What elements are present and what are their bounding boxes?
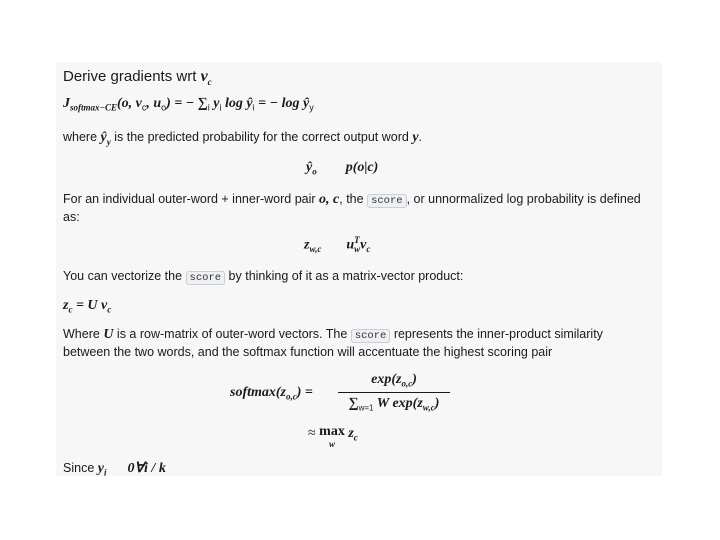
umatrix-part2: is a row-matrix of outer-word vectors. The [116,327,348,341]
approx-max-sub: w [329,439,336,449]
pair-part3: , or unnormalized log probability is defined [406,192,641,206]
loss-fn-sub: softmax−CE [70,102,117,113]
since-var: y [97,461,104,476]
score-code: score [367,194,407,208]
pair-line-cont [63,210,80,224]
loss-args-sub: c [141,102,147,113]
z-rhs-sub: w [354,244,361,254]
z-rhs2: v [360,237,367,253]
approx-var-sub: c [353,432,358,443]
vectorize-part1: You can vectorize the [63,269,183,283]
pair-vars: o, c [319,192,340,207]
zc-equation [63,298,111,315]
score-code: score [186,271,226,285]
loss-eq2-sub: y [309,102,314,113]
heading-var-sub: c [207,77,212,88]
z-lhs: z [304,237,310,253]
softmax-lhs-sub: o,c [286,391,297,402]
umatrix-line-cont [63,345,552,359]
approx-var: z [348,426,354,441]
pair-part1: For an individual outer-word + inner-word pair [63,192,316,206]
loss-fn: J [63,96,70,111]
since-rest: 0∀i / k [127,461,166,476]
loss-term1: y [209,96,220,111]
where-line: where $ŷ_y$ is the predicted probability for the correct output word y. [63,130,423,147]
loss-args2-sub: o [161,102,167,113]
zc-mid-sub: c [107,304,112,315]
where-end: . [418,130,423,144]
loss-close: ) = − ∑ [166,96,208,111]
where-mid: is the predicted probability for the correct output word [114,130,409,144]
loss-term1-log-sub: i [252,102,255,113]
section-heading [63,68,212,87]
vectorize-line [63,269,463,284]
sum-sub: i [207,102,210,113]
zc-lhs: z [63,298,69,313]
pair-part2: , the [339,192,364,206]
heading-var: v [200,68,208,85]
umatrix-line [63,327,603,343]
softmax-lhs-text: softmax(z [230,385,286,400]
softmax-num-sub: o,c [401,378,413,389]
where-prefix: where [63,130,98,144]
softmax-den-close: ) [434,396,440,411]
loss-args2: , u [146,96,162,111]
pair-line [63,192,641,208]
loss-term1-log: log ŷ [221,96,253,111]
heading-text: Derive gradients wrt [63,68,197,85]
since-var-sub: i [103,467,107,478]
loss-equation [63,96,314,113]
softmax-den-sum: ∑ [348,396,359,411]
vectorize-part2: by thinking of it as a matrix-vector product: [228,269,464,283]
yhat-equation [306,160,378,177]
umatrix-part1: Where [63,327,100,341]
zc-mid: = U v [72,298,108,313]
loss-term1-sub: i [219,102,222,113]
softmax-den-sum-sub: w=1 [358,403,374,413]
content-panel [56,62,662,476]
approx-equation [308,426,358,450]
softmax-den-rest: W exp(z [373,396,423,411]
umatrix-part3: represents the inner-product similarity [393,327,603,341]
softmax-denominator [338,396,450,413]
pair-part4: as: [63,210,80,224]
umatrix-part4: between the two words, and the softmax function will accentuate the highest scoring pair [63,345,553,359]
fraction-bar [338,392,450,393]
z-rhs: u [346,237,355,253]
yhat-rhs: p(o|c) [345,160,379,175]
z-equation [304,236,370,254]
softmax-den-sub: w,c [422,402,435,413]
score-code: score [351,329,391,343]
approx-max: max [319,424,345,439]
z-rhs2-sub: c [366,243,371,254]
softmax-lhs [230,385,313,402]
zc-lhs-sub: c [68,304,73,315]
since-line [63,460,166,478]
z-lhs-sub: w,c [309,243,322,254]
z-rhs-sup: T [354,235,360,245]
softmax-fraction [338,368,450,418]
yhat-lhs: ŷ [306,160,313,175]
softmax-num-close: ) [412,372,417,387]
approx-sym: ≈ [308,426,316,441]
loss-eq2: = − log ŷ [254,96,310,111]
since-prefix: Since [63,461,95,475]
yhat-lhs-sub: o [312,166,317,177]
softmax-lhs-close: ) = [296,385,313,400]
softmax-numerator [338,372,450,389]
loss-args: (o, v [116,96,142,111]
umatrix-var: U [103,327,114,342]
softmax-num-text: exp(z [371,372,402,387]
